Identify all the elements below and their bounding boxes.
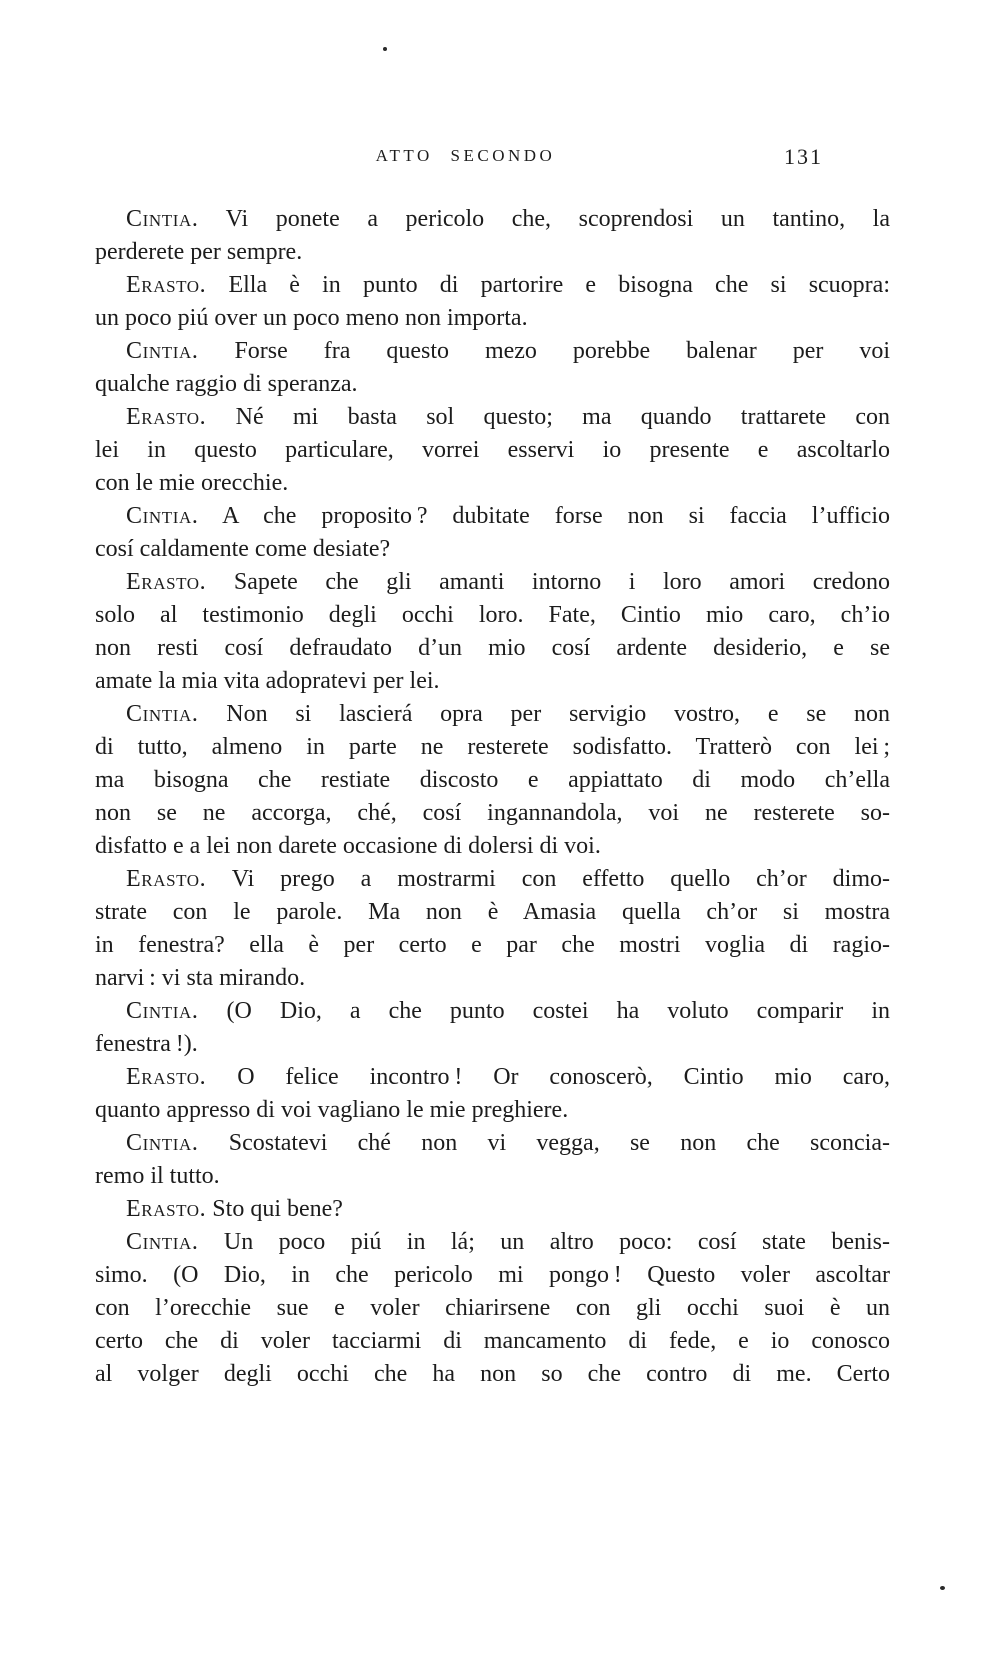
dialogue-paragraph: [95, 401, 890, 500]
dialogue-line-text: O felice incontro ! Or conoscerò, Cintio mio caro,: [237, 1064, 891, 1090]
dialogue-line: certo che di voler tacciarmi di mancamento di fede, e io conosco: [95, 1328, 890, 1354]
dialogue-line: [95, 401, 890, 434]
dialogue-line: [95, 995, 890, 1028]
dialogue-paragraph: [95, 1127, 890, 1193]
dialogue-line: narvi : vi sta mirando.: [95, 965, 306, 991]
dialogue-paragraph: [95, 1061, 890, 1127]
dialogue-line-text: Non si lascierá opra per servigio vostro, e se non: [226, 701, 890, 727]
dialogue-line: [95, 269, 890, 302]
dialogue-paragraph: [95, 1193, 890, 1226]
dialogue-paragraph: [95, 500, 890, 566]
dialogue-paragraph: [95, 203, 890, 269]
dialogue-line-text: Sapete che gli amanti intorno i loro amori credono: [233, 569, 891, 595]
speaker-name: Cintia.: [126, 1229, 199, 1255]
dialogue-line: strate con le parole. Ma non è Amasia quella ch’or si mostra: [95, 899, 890, 925]
dialogue-paragraph: [95, 995, 890, 1061]
speaker-name: Erasto.: [126, 272, 207, 298]
dialogue-paragraph: [95, 269, 890, 335]
dialogue-line-text: Vi ponete a pericolo che, scoprendosi un tantino, la: [225, 206, 890, 232]
dialogue-line: [95, 1061, 890, 1094]
dialogue-line-text: Vi prego a mostrarmi con effetto quello ch’or dimo-: [231, 866, 890, 892]
scan-speck-bottom: [940, 1586, 945, 1590]
dialogue-line: amate la mia vita adopratevi per lei.: [95, 668, 440, 694]
speaker-name: Erasto.: [126, 569, 207, 595]
dialogue-line: quanto appresso di voi vagliano le mie preghiere.: [95, 1097, 569, 1123]
dialogue-line: remo il tutto.: [95, 1163, 220, 1189]
dialogue-line-text: (O Dio, a che punto costei ha voluto comparir in: [226, 998, 890, 1024]
dialogue-line: [95, 698, 890, 731]
dialogue-line: qualche raggio di speranza.: [95, 371, 358, 397]
dialogue-line: disfatto e a lei non darete occasione di dolersi di voi.: [95, 833, 601, 859]
dialogue-line: [95, 500, 890, 533]
dialogue-line: [95, 1193, 890, 1226]
speaker-name: Cintia.: [126, 998, 199, 1024]
dialogue-line: [95, 566, 890, 599]
scan-speck-top: [383, 47, 387, 51]
dialogue-paragraph: [95, 1226, 890, 1391]
speaker-name: Cintia.: [126, 503, 199, 529]
dialogue-line: perderete per sempre.: [95, 239, 303, 265]
dialogue-line: solo al testimonio degli occhi loro. Fate, Cintio mio caro, ch’io: [95, 602, 890, 628]
dialogue-paragraph: [95, 698, 890, 863]
dialogue-line-text: Né mi basta sol questo; ma quando trattarete con: [235, 404, 891, 430]
speaker-name: Cintia.: [126, 701, 199, 727]
dialogue-line: [95, 1226, 890, 1259]
dialogue-line: cosí caldamente come desiate?: [95, 536, 391, 562]
running-head: [95, 146, 890, 174]
speaker-name: Cintia.: [126, 338, 199, 364]
dialogue-paragraph: [95, 566, 890, 698]
dialogue-line-text: Ella è in punto di partorire e bisogna che si scuopra:: [228, 272, 890, 298]
dialogue-line: al volger degli occhi che ha non so che contro di me. Certo: [95, 1361, 890, 1387]
speaker-name: Erasto.: [126, 1196, 207, 1222]
dialogue-line: con l’orecchie sue e voler chiarirsene con gli occhi suoi è un: [95, 1295, 890, 1321]
dialogue-line: di tutto, almeno in parte ne resterete sodisfatto. Tratterò con lei ;: [95, 734, 890, 760]
dialogue-line-text: Scostatevi ché non vi vegga, se non che sconcia-: [228, 1130, 890, 1156]
dialogue-line: un poco piú over un poco meno non importa.: [95, 305, 528, 331]
text-block: [95, 146, 890, 1391]
dialogue-paragraph: [95, 863, 890, 995]
dialogue-line: simo. (O Dio, in che pericolo mi pongo ! Questo voler ascoltar: [95, 1262, 890, 1288]
dialogue-line-text: Un poco piú in lá; un altro poco: cosí state benis-: [223, 1229, 890, 1255]
speaker-name: Erasto.: [126, 866, 207, 892]
speaker-name: Erasto.: [126, 404, 207, 430]
dialogue-line: non resti cosí defraudato d’un mio cosí ardente desiderio, e se: [95, 635, 890, 661]
dialogue-line: non se ne accorga, ché, cosí ingannandola, voi ne resterete so-: [95, 800, 890, 826]
dialogue-line: con le mie orecchie.: [95, 470, 289, 496]
dialogue-line-text: Forse fra questo mezo porebbe balenar per voi: [234, 338, 891, 364]
dialogue-line: [95, 203, 890, 236]
dialogue-line: ma bisogna che restiate discosto e appiattato di modo ch’ella: [95, 767, 890, 793]
dialogue-line: in fenestra? ella è per certo e par che mostri voglia di ragio-: [95, 932, 890, 958]
running-head-title: ATTO SECONDO: [375, 146, 556, 165]
dialogue-line: lei in questo particulare, vorrei esservi io presente e ascoltarlo: [95, 437, 890, 463]
dialogue-paragraph: [95, 335, 890, 401]
speaker-name: Cintia.: [126, 206, 199, 232]
speaker-name: Erasto.: [126, 1064, 207, 1090]
dialogue-line-text: A che proposito ? dubitate forse non si faccia l’ufficio: [222, 503, 890, 529]
dialogue-line: [95, 335, 890, 368]
speaker-name: Cintia.: [126, 1130, 199, 1156]
dialogue-line-text: Sto qui bene?: [212, 1196, 343, 1222]
dialogue-text: [95, 203, 890, 1391]
dialogue-line: [95, 1127, 890, 1160]
dialogue-line: [95, 863, 890, 896]
dialogue-line: fenestra !).: [95, 1031, 198, 1057]
page-number: 131: [784, 144, 823, 169]
